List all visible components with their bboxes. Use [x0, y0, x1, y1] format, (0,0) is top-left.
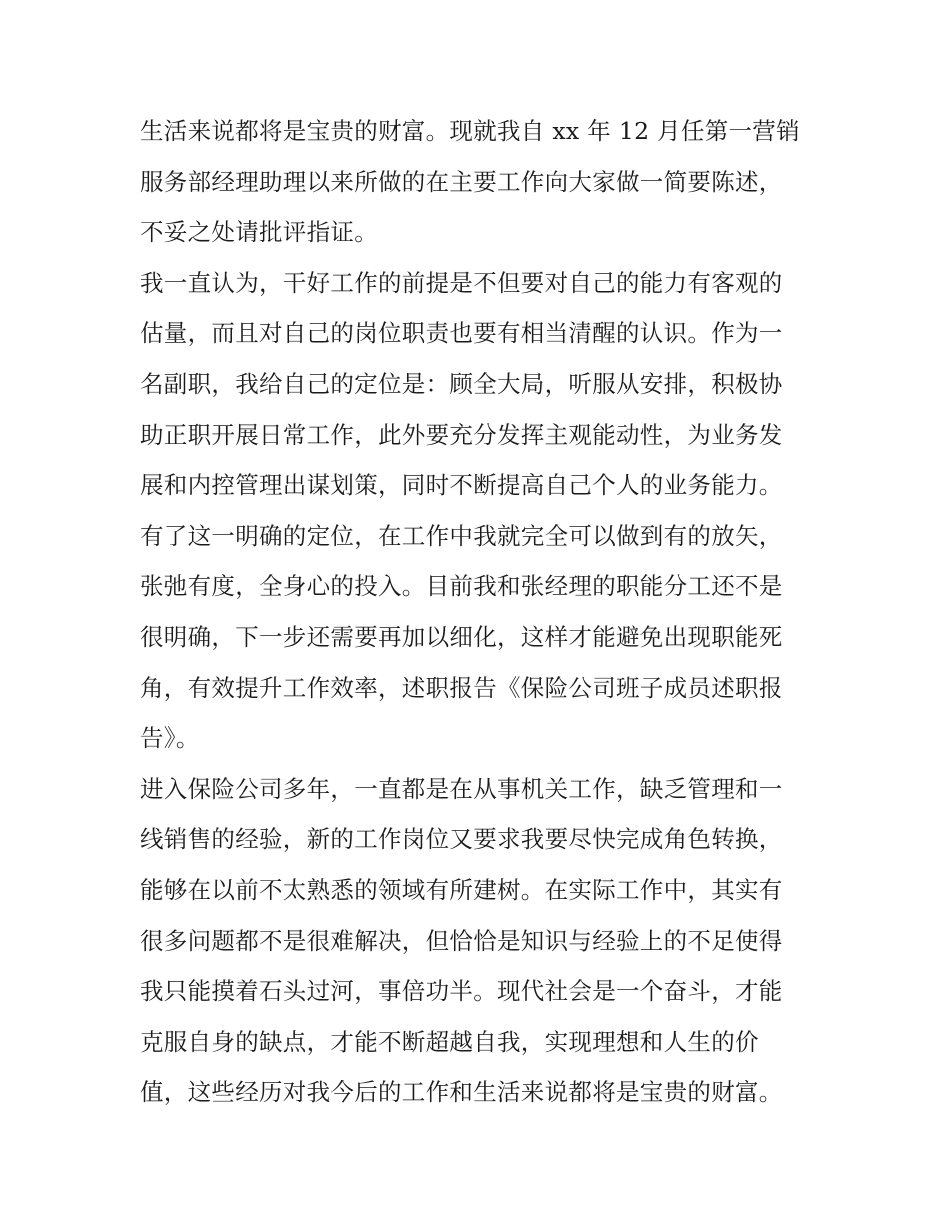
- text-line: 有了这一明确的定位，在工作中我就完全可以做到有的放矢，: [140, 521, 783, 550]
- text-line: 展和内控管理出谋划策，同时不断提高自己个人的业务能力。: [140, 471, 783, 500]
- text-line: 线销售的经验，新的工作岗位又要求我要尽快完成角色转换，: [140, 825, 783, 854]
- text-line: 角，有效提升工作效率，述职报告《保险公司班子成员述职报: [140, 673, 783, 702]
- text-line: 生活来说都将是宝贵的财富。现就我自 xx 年 12 月任第一营销: [140, 117, 800, 145]
- text-line: 能够在以前不太熟悉的领域有所建树。在实际工作中，其实有: [140, 875, 783, 904]
- text-line: 不妥之处请批评指证。: [140, 218, 378, 247]
- text-line: 值，这些经历对我今后的工作和生活来说都将是宝贵的财富。: [140, 1078, 783, 1107]
- document-body: [140, 106, 820, 1118]
- text-line: 进入保险公司多年，一直都是在从事机关工作，缺乏管理和一: [140, 774, 783, 803]
- text-line: 我一直认为，干好工作的前提是不但要对自己的能力有客观的: [140, 268, 783, 297]
- text-line: 助正职开展日常工作，此外要充分发挥主观能动性，为业务发: [140, 420, 783, 449]
- text-line: 服务部经理助理以来所做的在主要工作向大家做一简要陈述，: [140, 167, 783, 196]
- text-line: 克服自身的缺点，才能不断超越自我，实现理想和人生的价: [140, 1027, 759, 1056]
- text-line: 名副职，我给自己的定位是：顾全大局，听服从安排，积极协: [140, 369, 783, 398]
- text-line: 张弛有度，全身心的投入。目前我和张经理的职能分工还不是: [140, 572, 783, 601]
- text-line: 告》。: [140, 724, 200, 753]
- text-line: 很明确，下一步还需要再加以细化，这样才能避免出现职能死: [140, 622, 783, 651]
- text-line: 估量，而且对自己的岗位职责也要有相当清醒的认识。作为一: [140, 319, 783, 348]
- text-line: 很多问题都不是很难解决，但恰恰是知识与经验上的不足使得: [140, 926, 783, 955]
- text-line: 我只能摸着石头过河，事倍功半。现代社会是一个奋斗，才能: [140, 977, 783, 1006]
